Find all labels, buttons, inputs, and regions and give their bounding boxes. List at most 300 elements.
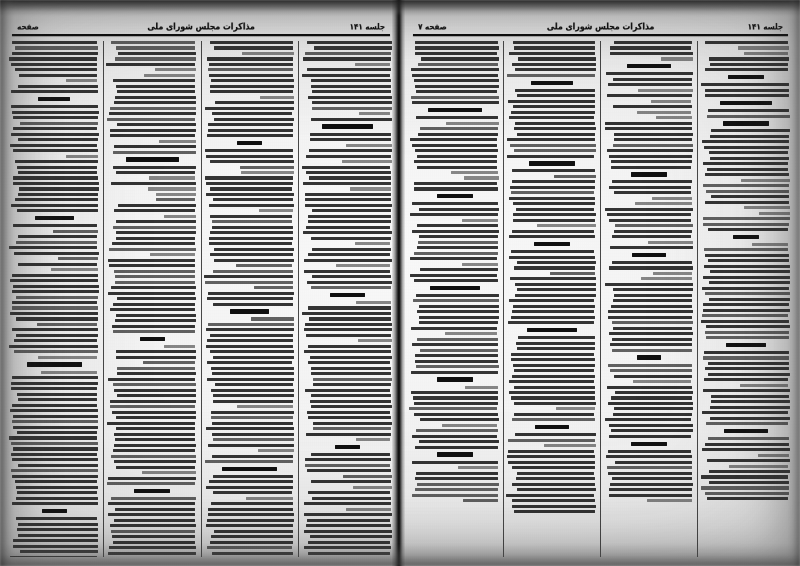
text-line: [613, 413, 692, 416]
text-line: [213, 400, 294, 403]
text-line: [703, 184, 789, 187]
text-line: [16, 317, 98, 320]
text-line: [512, 63, 596, 66]
text-line: [116, 85, 196, 88]
text-line: [412, 202, 499, 205]
text-line: [741, 179, 790, 182]
text-line: [306, 433, 391, 436]
text-line: [702, 140, 788, 143]
text-column: [202, 41, 300, 557]
text-line: [304, 502, 391, 505]
text-line: [38, 356, 98, 359]
text-line: [12, 41, 97, 44]
text-line: [305, 204, 392, 207]
text-line: [612, 321, 693, 324]
text-line: [311, 480, 390, 483]
text-line: [305, 193, 391, 196]
text-line: [18, 171, 98, 174]
text-line: [652, 197, 691, 200]
text-line: [612, 477, 692, 480]
text-line: [258, 449, 294, 452]
text-line: [516, 342, 595, 345]
text-line: [12, 475, 98, 478]
text-line: [114, 270, 195, 273]
text-line: [744, 206, 790, 209]
text-line: [108, 513, 195, 516]
text-line: [109, 264, 195, 267]
text-line: [412, 144, 498, 147]
text-line: [107, 118, 195, 121]
text-line: [116, 237, 195, 240]
text-column: [6, 41, 104, 557]
text-line: [208, 292, 294, 295]
text-line: [709, 481, 789, 484]
text-line: [302, 312, 390, 315]
text-line: [410, 213, 497, 216]
text-line: [208, 323, 294, 326]
text-line: [342, 160, 391, 163]
text-line: [115, 508, 195, 511]
text-line: [113, 383, 196, 386]
text-line: [417, 483, 499, 486]
section-heading: [726, 343, 766, 347]
text-line: [213, 356, 294, 359]
text-column: [698, 41, 794, 557]
text-line: [212, 226, 293, 229]
text-line: [710, 417, 790, 420]
section-heading: [330, 293, 366, 297]
text-line: [214, 248, 294, 251]
text-line: [511, 396, 595, 399]
text-line: [410, 274, 497, 277]
text-line: [310, 535, 392, 538]
text-line: [18, 138, 98, 141]
text-line: [411, 371, 498, 374]
text-line: [304, 270, 390, 273]
text-line: [465, 386, 498, 389]
text-line: [512, 310, 595, 313]
text-line: [17, 528, 97, 531]
text-line: [411, 391, 498, 394]
text-line: [705, 94, 789, 97]
text-line: [610, 343, 692, 346]
text-line: [12, 306, 98, 309]
text-line: [10, 144, 97, 147]
text-line: [149, 176, 195, 179]
text-line: [704, 248, 788, 251]
section-heading: [720, 101, 771, 105]
text-line: [14, 252, 99, 255]
text-line: [11, 105, 98, 108]
text-line: [656, 116, 692, 119]
text-line: [214, 259, 293, 262]
text-line: [113, 151, 196, 154]
text-line: [513, 305, 594, 308]
text-line: [346, 508, 391, 511]
text-line: [211, 411, 295, 414]
text-line: [704, 378, 788, 381]
text-line: [412, 494, 498, 497]
text-line: [110, 524, 196, 527]
text-line: [304, 530, 392, 533]
text-line: [517, 94, 595, 97]
text-line: [609, 219, 691, 222]
text-line: [207, 378, 294, 381]
text-line: [19, 187, 98, 190]
text-line: [210, 334, 292, 337]
text-line: [111, 455, 196, 458]
text-line: [707, 459, 790, 462]
section-heading: [728, 75, 765, 79]
text-line: [706, 422, 788, 425]
text-line: [507, 155, 594, 158]
text-line: [513, 219, 596, 222]
text-line: [13, 415, 97, 418]
text-line: [515, 283, 596, 286]
text-line: [12, 290, 98, 293]
text-line: [708, 228, 788, 231]
text-line: [514, 46, 596, 49]
text-line: [206, 427, 293, 430]
text-line: [708, 373, 790, 376]
text-line: [13, 224, 97, 227]
text-line: [37, 323, 97, 326]
text-line: [304, 513, 391, 516]
text-line: [110, 405, 195, 408]
text-line: [615, 461, 693, 464]
section-heading: [38, 97, 70, 101]
text-line: [211, 502, 293, 505]
text-line: [15, 198, 97, 201]
section-heading: [637, 355, 662, 359]
text-line: [711, 129, 790, 132]
section-heading: [527, 328, 576, 332]
text-line: [11, 469, 98, 472]
text-line: [308, 215, 391, 218]
text-line: [207, 57, 294, 60]
text-line: [10, 312, 98, 315]
text-line: [647, 499, 693, 502]
text-line: [9, 246, 97, 249]
text-line: [308, 253, 390, 256]
text-line: [710, 270, 790, 273]
text-line: [705, 292, 790, 295]
text-line: [209, 74, 292, 77]
text-column: [299, 41, 396, 557]
text-line: [210, 350, 294, 353]
text-line: [115, 281, 195, 284]
text-line: [107, 482, 195, 485]
text-line: [411, 327, 497, 330]
text-line: [416, 294, 499, 297]
text-line: [606, 455, 693, 458]
text-line: [236, 264, 293, 267]
section-heading: [222, 467, 277, 471]
text-line: [116, 314, 196, 317]
text-line: [417, 155, 497, 158]
text-line: [633, 380, 692, 383]
text-line: [210, 41, 293, 44]
text-line: [514, 413, 594, 416]
text-line: [213, 394, 294, 397]
text-line: [209, 480, 293, 483]
text-line: [509, 116, 595, 119]
text-line: [607, 94, 691, 97]
text-line: [19, 74, 98, 77]
text-line: [710, 157, 789, 160]
text-line: [17, 166, 97, 169]
text-line: [209, 237, 293, 240]
text-line: [18, 398, 98, 401]
text-line: [419, 305, 499, 308]
text-line: [302, 74, 390, 77]
text-line: [12, 328, 99, 331]
text-line: [514, 402, 595, 405]
text-line: [706, 325, 789, 328]
text-line: [110, 400, 195, 403]
text-line: [164, 215, 196, 218]
text-line: [311, 237, 391, 240]
text-line: [518, 57, 596, 60]
text-line: [413, 396, 498, 399]
text-line: [210, 253, 293, 256]
text-line: [309, 176, 390, 179]
text-line: [12, 111, 98, 114]
text-line: [211, 389, 295, 392]
text-line: [116, 220, 196, 223]
text-line: [206, 182, 293, 185]
section-heading: [322, 124, 373, 128]
text-line: [114, 209, 195, 212]
section-heading: [27, 362, 82, 366]
text-line: [415, 149, 498, 152]
text-line: [418, 63, 498, 66]
text-line: [306, 155, 390, 158]
text-line: [445, 332, 497, 335]
text-line: [117, 90, 196, 93]
text-line: [517, 133, 595, 136]
text-line: [708, 259, 789, 262]
text-line: [114, 101, 196, 104]
text-line: [58, 257, 98, 260]
text-line: [117, 367, 196, 370]
text-line: [11, 63, 97, 66]
text-line: [414, 79, 499, 82]
text-line: [512, 418, 595, 421]
text-line: [115, 319, 197, 322]
text-line: [164, 345, 195, 348]
text-line: [211, 367, 294, 370]
text-line: [205, 176, 293, 179]
text-line: [206, 193, 293, 196]
text-line: [311, 394, 391, 397]
text-line: [312, 101, 392, 104]
text-line: [11, 382, 97, 385]
text-line: [703, 356, 789, 359]
text-line: [416, 365, 498, 368]
text-line: [310, 133, 391, 136]
text-line: [115, 438, 195, 441]
text-line: [117, 394, 196, 397]
text-line: [705, 89, 789, 92]
text-line: [112, 242, 195, 245]
text-line: [556, 407, 595, 410]
text-line: [16, 486, 98, 489]
text-line: [414, 252, 498, 255]
text-line: [416, 90, 498, 93]
text-line: [653, 272, 692, 275]
text-line: [511, 353, 594, 356]
text-line: [12, 404, 97, 407]
text-line: [412, 343, 498, 346]
text-line: [711, 195, 789, 198]
text-line: [113, 226, 196, 229]
right-page-head-rule: [12, 34, 390, 36]
text-line: [513, 202, 595, 205]
text-line: [608, 402, 692, 405]
text-line: [13, 127, 97, 130]
text-line: [608, 83, 693, 86]
text-line: [308, 345, 391, 348]
text-line: [108, 259, 194, 262]
text-line: [209, 204, 294, 207]
text-line: [513, 41, 595, 44]
text-line: [306, 334, 391, 337]
text-line: [709, 298, 790, 301]
text-line: [311, 453, 390, 456]
text-line: [710, 406, 790, 409]
text-line: [305, 323, 392, 326]
text-line: [259, 209, 292, 212]
text-line: [515, 294, 596, 297]
text-line: [215, 101, 294, 104]
text-line: [709, 57, 789, 60]
text-line: [512, 230, 594, 233]
text-line: [417, 224, 497, 227]
text-line: [740, 384, 789, 387]
text-line: [507, 138, 595, 141]
text-line: [237, 405, 293, 408]
text-line: [108, 477, 196, 480]
text-line: [512, 505, 595, 508]
text-line: [637, 111, 692, 114]
text-line: [611, 396, 692, 399]
book-binding-gutter: [392, 0, 405, 566]
text-line: [260, 96, 294, 99]
text-line: [702, 287, 788, 290]
text-line: [112, 411, 197, 414]
text-line: [214, 530, 293, 533]
text-line: [511, 316, 595, 319]
text-line: [211, 416, 293, 419]
text-line: [66, 155, 98, 158]
text-line: [416, 116, 498, 119]
text-line: [303, 57, 391, 60]
text-line: [208, 513, 293, 516]
text-line: [415, 41, 498, 44]
text-line: [613, 144, 693, 147]
text-line: [419, 208, 499, 211]
text-line: [311, 286, 391, 289]
text-line: [16, 334, 98, 337]
text-line: [415, 360, 498, 363]
text-line: [701, 475, 788, 478]
text-line: [709, 281, 790, 284]
text-line: [108, 292, 195, 295]
text-line: [414, 160, 498, 163]
text-line: [13, 447, 97, 450]
text-line: [113, 303, 195, 306]
text-line: [115, 96, 196, 99]
text-line: [707, 115, 790, 118]
text-line: [608, 472, 692, 475]
text-line: [346, 144, 392, 147]
text-line: [614, 230, 692, 233]
text-line: [305, 464, 390, 467]
text-line: [705, 331, 789, 334]
text-line: [117, 123, 195, 126]
text-line: [614, 138, 692, 141]
text-line: [116, 171, 195, 174]
text-line: [615, 224, 693, 227]
text-line: [207, 297, 293, 300]
text-line: [117, 297, 195, 300]
section-heading: [724, 429, 768, 433]
text-line: [356, 438, 390, 441]
text-line: [205, 149, 293, 152]
text-line: [613, 78, 691, 81]
text-line: [416, 429, 498, 432]
text-line: [117, 372, 196, 375]
text-line: [610, 52, 693, 55]
text-line: [412, 101, 499, 104]
section-heading: [126, 157, 179, 161]
text-line: [213, 270, 293, 273]
text-line: [614, 41, 692, 44]
text-line: [205, 460, 293, 463]
text-line: [11, 387, 97, 390]
text-line: [314, 46, 392, 49]
text-line: [416, 472, 498, 475]
text-line: [336, 264, 390, 267]
text-line: [550, 272, 596, 275]
text-line: [412, 230, 499, 233]
text-line: [446, 122, 499, 125]
text-line: [304, 259, 392, 262]
text-line: [612, 349, 692, 352]
text-line: [512, 375, 596, 378]
text-line: [209, 242, 293, 245]
text-line: [213, 491, 292, 494]
section-heading: [631, 442, 666, 446]
text-line: [638, 89, 693, 92]
text-line: [312, 248, 392, 251]
text-line: [11, 442, 98, 445]
text-line: [358, 339, 392, 342]
left-page-session-label: جلسه ۱۴۱: [747, 21, 783, 32]
text-line: [150, 253, 195, 256]
text-line: [609, 435, 691, 438]
text-line: [308, 416, 391, 419]
text-line: [113, 166, 196, 169]
text-line: [251, 317, 294, 320]
text-line: [508, 461, 595, 464]
text-line: [246, 497, 293, 500]
text-line: [419, 316, 499, 319]
text-line: [210, 231, 292, 234]
text-line: [111, 182, 197, 185]
text-line: [411, 68, 499, 71]
